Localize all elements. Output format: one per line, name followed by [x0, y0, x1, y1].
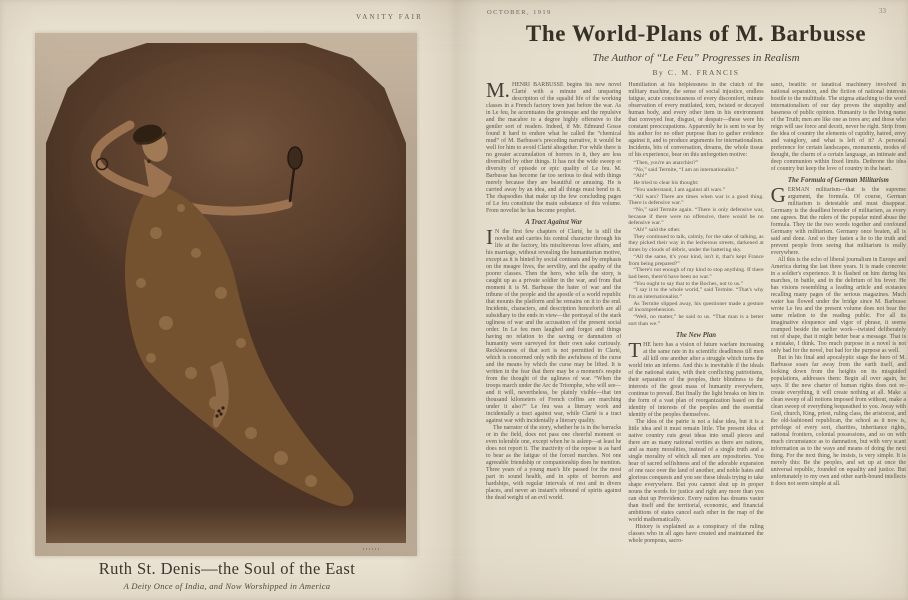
caption-subtitle: A Deity Once of India, and Now Worshipped in America: [123, 581, 331, 591]
masthead: VANITY FAIR: [355, 13, 423, 21]
dialogue-line: “Ah!” said the other.: [633, 227, 681, 234]
article-paragraph: GERMAN militarism—that is the supreme argument, the formula. Of course, German militarism is detestable and must disappear. Germany is the deadliest breeder of militarism, as every one agrees. But the rulers of the popular mind abuse the formula. They tie the two words together and confound Germany with militarism. Germany once beaten, all is said and done. And so they fasten a lie to the truth and prevent people from seeing that militarism is really everywhere.: [770, 183, 906, 256]
article-column-1: [486, 82, 621, 594]
article-paragraph: sanct, beatific or fanatical machinery involved in national separation, and the fiction of national interests hostile to the multitude. The stigma attaching to the word internationalism of our day proves the stupidity and baseness of public opinion. Humanity is the living name of the Truth; men are like one as trees are; and those who reign will use force and deceit, never be right. Strip from the idea of country the elements of cupidity, hatred, envy and vainglory, and what is left of it? A personal preference for certain landscapes, monuments, modes of thought, the charm of a certain language, an intimate and deep communion within fixed limits. Dethrone the idea of country but keep the love of country in the heart.: [770, 82, 906, 172]
page-number: 33: [879, 7, 886, 15]
dancer-illustration: [46, 43, 406, 543]
dialogue-line: As Termite slipped away, his questioner made a gesture of incomprehension.: [628, 300, 764, 314]
dialogue-line: “All wars? There are times when war is a good thing. There is defensive war.”: [628, 193, 764, 207]
caption-title: Ruth St. Denis—the Soul of the East: [98, 559, 356, 578]
article-byline: By C. M. FRANCIS: [652, 68, 740, 77]
section-heading: A Tract Against War: [525, 219, 583, 226]
dialogue-extract: [628, 160, 763, 328]
floor-shadow: [46, 505, 406, 543]
drop-cap: M.: [486, 82, 510, 102]
article-paragraph: The narrator of the story, whether he is in the barracks or in the field, does not pass one cheerful moment or even tolerable one, except when he is asleep—at least he does not report it. The inactivity of the repose is as hard to bear as the fatigue of the forced marches. Not one agreeable friendship or companionship does he mention. Three years of a young man's life passed for the most part in sound health, and in spite of horrors and hardships, with regular intervals of rest and in divers places, and never an instant's rebound of spirits against the dead weight of an evil world.: [486, 425, 622, 501]
article-paragraph: But in his final and apocalyptic stage the hero of M. Barbusse soars far away from the earth itself, and looking down from the heights on its misguided populations, addresses them: Begin all over again, he says. If the new charter of human rights does not re-create everything, it will create nothing at all. Make a clean sweep of all notions imposed from without, make a clean sweep of everything bequeathed to you. Away with God, church, King, priest, ruling class, the aristocrat, and the old-fashioned republican, the school as it now is, privilege of every sort, charities, inheritance rights, national frontiers, colonial possessions, and so on with much circumstance as to damnation, but with very scant information as to the ways and means of doing the next thing. For the next thing, he insists, is very simple. It is merely this: Be the peoples, and set up at once the universal republic, founded on equality and justice. But unfortunately to my own and other earth-bound intellects it does not seem simple at all.: [770, 355, 906, 487]
hand-mirror: [288, 147, 302, 169]
drop-cap: G: [770, 183, 786, 207]
article-paragraph: The idea of the patrie is not a false idea, but it is a little idea and it must remain little. The present idea of native country cuts great ideas into small pieces and there are as many national verities as there are nations, and as many moralities, instead of a single truth and a single morality of which all men are repositories. You hear of sacred selfishness and of the adorable expansion of one race over the land of another, and noble hates and glorious conquests and you see these ideals trying to take shape everywhere. But you cannot shut up in proper nouns the words for justice and right any more than you can shut up Providence. Every nation has dreams vaster than itself and the territorial, economic, and financial ambitions of states cancel each other in the map of the world mathematically.: [628, 418, 764, 523]
article-subtitle: The Author of “Le Feu” Progresses in Realism: [592, 52, 800, 64]
drop-cap: I: [486, 225, 493, 249]
dialogue-line: “I say it to the whole world,” said Termite. “That's why I'm an internationalist.”: [628, 287, 764, 301]
dialogue-line: “Well, no matter,” he said to us. “That man is a better sort than we.”: [628, 314, 764, 327]
ruth-st-denis-photo: [46, 43, 406, 543]
article-column-2: [628, 82, 763, 594]
section-heading: The New Plan: [675, 331, 716, 339]
drop-cap: T: [628, 337, 642, 362]
article-paragraph: THE hero has a vision of future warfare increasing at the same rate in its scientific deadliness till men all kill one another after a struggle which turns the world into an inferno. And this is inevitable if the ideals of the national states, with their conflicting patriotisms, their separation of the peoples, their blindness to the interests of the great mass of humanity everywhere, continue to prevail. But finally the light breaks on him in the form of a vast plan of reorganization based on the identity of interests of the peoples and the essential identity of the peoples themselves.: [628, 337, 764, 418]
dialogue-line: They continued to talk, calmly, for the sake of talking, as they picked their way in the lecherous streets, darkened at times by clouds of débris, under the battering sky.: [628, 233, 764, 254]
dialogue-line: “There's not enough of my kind to stop anything. If there had been, there'd have been no war.”: [628, 267, 764, 280]
article-title: The World-Plans of M. Barbusse: [525, 21, 867, 46]
date-line: OCTOBER, 1919: [487, 9, 552, 16]
dialogue-line: “You understand, I am against all wars.”: [633, 186, 726, 193]
article-paragraph: M. HENRI BARBUSSE begins his new novel Clarté with a minute and unsparing description of the squalid life of the working classes in a French factory town just before the war. As in Le feu, he accentuates the grotesque and the repulsive and the macabre to a degree highly offensive to the gentler sort of readers. Indeed, if Mr. Edmund Gosse found it hard to endure what he called the “chemical mud” of M. Barbusse's preceding narrative, it would be well for him to avoid Clarté altogether. For while there is no greater accumulation of horrors in it, they are less diversified by other things. It has not the wide sweep or diversity of episode or epic quality of Le feu. M. Barbusse has become far too serious to deal with things merely because they are beautiful or amusing. He is carried away by an idea, and all things must bend to it. The rhapsodies that make up the few concluding pages of Le feu constitute the main substance of this volume. From novelist he has become prophet.: [486, 82, 622, 214]
page-right: [454, 0, 908, 600]
dialogue-line: “You ought to say that to the Boches, not to us.”: [633, 280, 744, 287]
dialogue-line: “No,” said Termite again. “There is only defensive war, because if there were no offensive, there would be no defensive war.”: [628, 206, 764, 227]
section-heading: The Formula of German Militarism: [787, 177, 889, 184]
arch-glow: [71, 53, 401, 293]
article-column-3: [771, 82, 906, 594]
dialogue-line: “Ah!”: [633, 173, 648, 180]
dialogue-line: He tried to clear his thought:: [633, 180, 699, 187]
dialogue-line: “No,” said Termite, “I am an internationalist.”: [633, 166, 739, 173]
dialogue-line: “All the same, it's your kind, isn't it, that's kept France from being prepared?”: [628, 253, 764, 267]
article-paragraph: I N the first few chapters of Clarté, he is still the novelist and carries his central character through his life at the factory, his mischievous love affairs, and his marriage, without revealing the humanitarian motive, except as it is hinted by social contrasts and by emphasis on the meagre lives, the servility, and the apathy of the poorer classes. Then the hero, who tells the story, is caught up as a private soldier in the war, and from that moment it is M. Barbusse the hater of war and the tribune of the people and the apostle of a world republic that mounts the platform and he remains on it to the end. Incidents, characters, and description henceforth are all subsidiary to the ends in view—the portrayal of the stark ugliness of war and the accusation of the present social order. In Le feu men laughed and forgot and things having no relation to the saving or damnation of humanity were surveyed for their own sake curiously. Recklessness of that sort is not permitted in Clarté, which is concerned only with the awfulness of the curse and the means by which the curse may be lifted. It is written in the fear that there may be a moment's respite from the thought of the ugliness of war. “When the troops march under the Arc de Triomphe, who will see—and it will, nevertheless, be plainly visible—that ten thousand kilometers of French coffins are marching under it also?” Le feu was a literary work and incidentally a tract against war, while Clarté is a tract against war with incidentally a literary quality.: [486, 225, 622, 424]
photo-credit-mark: [363, 548, 381, 550]
dialogue-line: “Then, you're an anarchist?”: [633, 160, 699, 166]
article-paragraph: Humiliation at his helplessness in the clutch of the military machine, the sense of social injustice, endless fatigue, acute consciousness of every discomfort, minute observation of every mutilated, torn, twisted or decayed human body, and every other item in his environment that conveyed fear, disgust, or despair—these were his constant preoccupations. Apparently he is sent to war by his author for no other purpose than to gather evidence against it, and to produce arguments for internationalism. Incidents, bits of conversation, dreams, the whole tissue of his experience, bear on this unforgotten motive:: [628, 82, 764, 158]
article-columns: [486, 82, 906, 594]
article-paragraph: History is explained as a conspiracy of the ruling classes who in all ages have created and maintained the whole pompous, sacro-: [628, 523, 764, 544]
article-paragraph: All this is the echo of liberal journalism in Europe and America during the last three years. It is made concrete in a soldier's experience. It is flashed on him during his marches, in battle, and in the delirium of his fever. He has visions resembling a leading article and ecstasies recalling many pages of the serious magazines. Much water has flowed under the bridge since M. Barbusse wrote Le feu and the present volume does not bear the same relation to the reading public. For all its imaginative eloquence and vigor of phrase, it seems cramped beside the earlier work—twisted deliberately out of shape, that it might better bear a message. That is a mistake, I think. Too much purpose in a novel is not only bad for the novel, but bad for the purpose as well.: [770, 257, 906, 354]
photo-frame: [35, 33, 417, 556]
